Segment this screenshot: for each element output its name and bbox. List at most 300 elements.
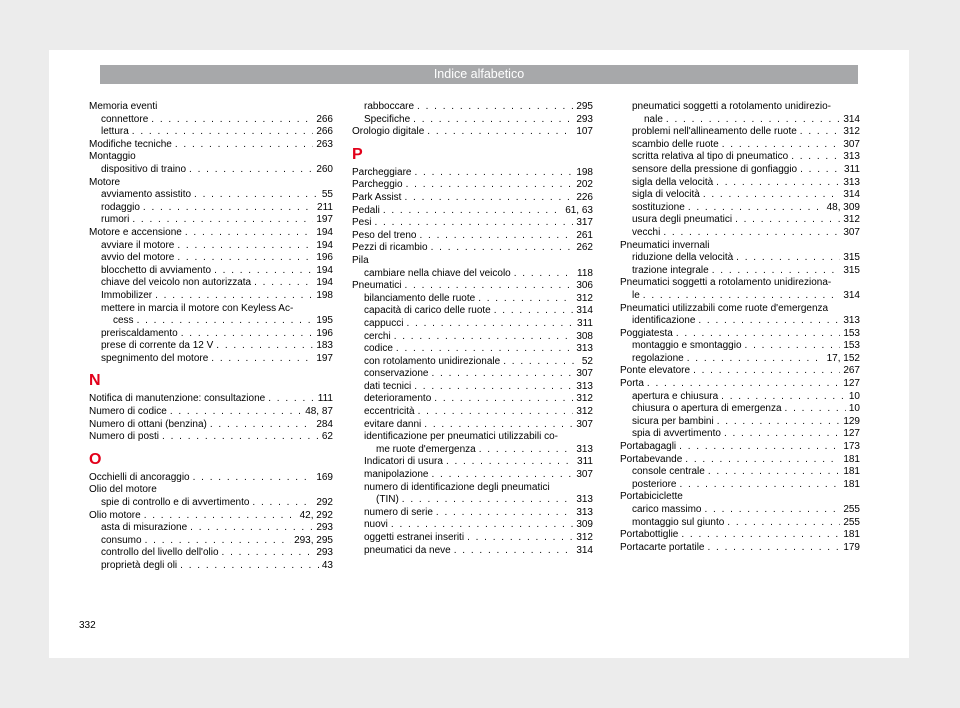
entry-page-ref: 181 (843, 478, 860, 490)
entry-term: Numero di posti (89, 431, 160, 443)
index-subentry (352, 381, 593, 394)
entry-page-ref: 226 (576, 191, 593, 203)
dot-leader (175, 139, 313, 152)
entry-page-ref: 314 (843, 289, 860, 301)
index-subentry (89, 126, 333, 139)
dot-leader (189, 164, 313, 177)
entry-term: Pneumatici utilizzabili come ruote d'emergenza (620, 302, 829, 314)
entry-page-ref: 314 (576, 305, 593, 317)
index-column-2 (352, 101, 593, 557)
dot-leader (712, 265, 841, 278)
entry-term: (TIN) (376, 494, 399, 506)
entry-page-ref: 10 (848, 390, 860, 402)
entry-term: Orologio digitale (352, 126, 425, 138)
entry-page-ref: 255 (843, 504, 860, 515)
index-entry (89, 484, 333, 497)
index-entry (620, 529, 860, 542)
entry-page-ref: 43 (321, 560, 333, 571)
entry-term: avviare il motore (101, 239, 175, 251)
index-entry-continuation (620, 114, 860, 127)
dot-leader (406, 179, 574, 192)
index-subentry (89, 535, 333, 548)
entry-term: Poggiatesta (620, 327, 673, 339)
dot-leader (721, 391, 846, 404)
dot-leader (413, 114, 573, 127)
dot-leader (170, 406, 302, 419)
index-subentry (620, 403, 860, 416)
index-subentry (89, 497, 333, 510)
entry-term: chiave del veicolo non autorizzata (101, 277, 252, 289)
index-subentry (352, 368, 593, 381)
entry-page-ref: 266 (316, 113, 333, 125)
dot-leader (446, 456, 574, 469)
entry-page-ref: 311 (577, 317, 593, 329)
entry-term: montaggio e smontaggio (632, 340, 742, 352)
dot-leader (432, 469, 574, 482)
dot-leader (454, 545, 574, 558)
entry-term: dati tecnici (364, 380, 412, 392)
index-entry (89, 472, 333, 485)
index-subentry (352, 293, 593, 306)
entry-term: cerchi (364, 330, 391, 342)
entry-page-ref: 307 (843, 138, 860, 150)
entry-term: proprietà degli oli (101, 560, 178, 571)
entry-term: nuovi (364, 519, 388, 531)
dot-leader (687, 353, 824, 366)
entry-term: avvio del motore (101, 252, 175, 264)
entry-page-ref: 307 (576, 418, 593, 430)
entry-page-ref: 315 (843, 264, 860, 276)
index-subentry (89, 114, 333, 127)
entry-page-ref: 293 (316, 547, 333, 559)
dot-leader (210, 419, 313, 432)
entry-term: Specifiche (364, 113, 411, 125)
entry-page-ref: 118 (577, 267, 593, 279)
entry-page-ref: 314 (843, 189, 860, 201)
entry-page-ref: 52 (581, 355, 593, 367)
dot-leader (151, 114, 313, 127)
index-entry-continuation (352, 494, 593, 507)
dot-leader (404, 192, 573, 205)
entry-term: Portabagagli (620, 441, 677, 453)
entry-page-ref: 10 (848, 403, 860, 415)
entry-page-ref: 266 (316, 126, 333, 138)
entry-page-ref: 315 (843, 252, 860, 264)
entry-page-ref: 181 (843, 529, 860, 541)
entry-term: Modifiche tecniche (89, 138, 172, 150)
dot-leader (216, 340, 313, 353)
index-subentry (620, 214, 860, 227)
dot-leader (676, 328, 840, 341)
index-subentry (89, 522, 333, 535)
entry-term: Notifica di manutenzione: consultazione (89, 393, 266, 405)
index-subentry (352, 356, 593, 369)
entry-term: oggetti estranei inseriti (364, 532, 465, 543)
entry-page-ref: 61, 63 (565, 204, 593, 216)
index-entry-continuation (352, 444, 593, 457)
entry-page-ref: 307 (576, 368, 593, 380)
entry-page-ref: 308 (576, 330, 593, 342)
entry-term: spie di controllo e di avvertimento (101, 497, 250, 509)
index-entry (352, 126, 593, 139)
index-entry (620, 277, 860, 290)
entry-page-ref: 111 (317, 393, 333, 405)
index-subentry (620, 340, 860, 353)
index-entry (89, 393, 333, 406)
entry-page-ref: 312 (576, 393, 593, 405)
entry-term: eccentricità (364, 406, 415, 418)
index-subentry (352, 343, 593, 356)
entry-page-ref: 173 (843, 441, 860, 453)
entry-term: rabboccare (364, 101, 415, 112)
index-entry (89, 406, 333, 419)
entry-page-ref: 306 (576, 280, 593, 292)
entry-page-ref: 312 (576, 532, 593, 543)
index-subentry (89, 303, 333, 316)
entry-page-ref: 292 (316, 497, 333, 509)
entry-term: connettore (101, 113, 149, 125)
index-entry (620, 542, 860, 555)
index-entry (620, 441, 860, 454)
entry-term: le (632, 289, 640, 301)
dot-leader (144, 510, 297, 523)
entry-page-ref: 153 (843, 340, 860, 352)
index-subentry (89, 328, 333, 341)
index-subentry (352, 456, 593, 469)
dot-leader (467, 532, 573, 545)
index-subentry (89, 189, 333, 202)
entry-term: apertura e chiusura (632, 390, 719, 402)
index-subentry (352, 532, 593, 545)
index-subentry (352, 545, 593, 558)
entry-term: Parcheggio (352, 179, 403, 191)
entry-term: Immobilizer (101, 289, 153, 301)
index-subentry (352, 482, 593, 495)
entry-page-ref: 311 (577, 456, 593, 468)
entry-page-ref: 307 (576, 469, 593, 481)
dot-leader (679, 479, 840, 492)
entry-term: Peso del treno (352, 229, 417, 241)
entry-term: con rotolamento unidirezionale (364, 355, 501, 367)
entry-term: prese di corrente da 12 V (101, 340, 214, 352)
entry-term: capacità di carico delle ruote (364, 305, 491, 317)
index-entry (89, 151, 333, 164)
entry-term: rodaggio (101, 201, 140, 213)
entry-page-ref: 196 (316, 327, 333, 339)
entry-term: console centrale (632, 466, 705, 478)
entry-page-ref: 313 (843, 151, 860, 163)
index-subentry (352, 469, 593, 482)
dot-leader (414, 381, 573, 394)
entry-term: Memoria eventi (89, 101, 158, 112)
index-subentry (352, 331, 593, 344)
entry-term: sigla della velocità (632, 176, 714, 188)
index-subentry (620, 151, 860, 164)
index-subentry (89, 353, 333, 366)
index-column-3 (620, 101, 860, 554)
index-subentry (620, 126, 860, 139)
dot-leader (431, 242, 574, 255)
index-subentry (620, 265, 860, 278)
entry-term: me ruote d'emergenza (376, 443, 476, 455)
entry-page-ref: 181 (843, 466, 860, 478)
dot-leader (193, 472, 314, 485)
entry-page-ref: 313 (576, 343, 593, 355)
dot-leader (177, 240, 313, 253)
index-entry (352, 217, 593, 230)
dot-leader (143, 202, 314, 215)
dot-leader (704, 504, 840, 517)
entry-term: dispositivo di traino (101, 163, 187, 175)
dot-leader (181, 328, 314, 341)
dot-leader (177, 252, 313, 265)
entry-term: Indicatori di usura (364, 456, 443, 468)
entry-term: Portabottiglie (620, 529, 679, 541)
entry-page-ref: 262 (576, 242, 593, 254)
entry-term: cess (113, 315, 134, 327)
index-subentry (352, 406, 593, 419)
entry-term: mettere in marcia il motore con Keyless Ac- (101, 302, 294, 314)
section-letter: P (352, 145, 363, 163)
dot-leader (252, 497, 313, 510)
entry-term: Numero di codice (89, 406, 167, 418)
entry-term: blocchetto di avviamento (101, 264, 212, 276)
index-subentry (352, 268, 593, 281)
dot-leader (222, 547, 314, 560)
index-subentry (89, 265, 333, 278)
entry-term: Pezzi di ricambio (352, 242, 428, 254)
index-subentry (620, 479, 860, 492)
entry-page-ref: 312 (576, 406, 593, 418)
dot-leader (137, 315, 314, 328)
entry-page-ref: 260 (316, 163, 333, 175)
dot-leader (681, 529, 840, 542)
index-subentry (352, 431, 593, 444)
dot-leader (679, 441, 840, 454)
entry-term: deterioramento (364, 393, 432, 405)
entry-term: carico massimo (632, 504, 702, 515)
index-subentry (620, 164, 860, 177)
entry-page-ref: 284 (316, 418, 333, 430)
entry-term: Olio del motore (89, 484, 157, 496)
dot-leader (427, 126, 573, 139)
index-entry (620, 491, 860, 504)
entry-page-ref: 194 (316, 226, 333, 238)
dot-leader (418, 406, 574, 419)
entry-term: Park Assist (352, 191, 402, 203)
dot-leader (478, 293, 573, 306)
dot-leader (434, 393, 573, 406)
entry-term: bilanciamento delle ruote (364, 292, 476, 304)
index-subentry (620, 428, 860, 441)
index-subentry (89, 164, 333, 177)
dot-leader (716, 177, 840, 190)
entry-term: scambio delle ruote (632, 138, 719, 150)
index-entry (89, 431, 333, 444)
index-entry (620, 328, 860, 341)
entry-page-ref: 313 (576, 443, 593, 455)
index-entry (89, 227, 333, 240)
dot-leader (402, 494, 574, 507)
index-subentry (89, 202, 333, 215)
index-entry (352, 205, 593, 218)
entry-page-ref: 313 (576, 380, 593, 392)
entry-term: pneumatici da neve (364, 544, 451, 556)
entry-page-ref: 313 (576, 494, 593, 506)
index-page (49, 50, 909, 658)
index-entry (352, 280, 593, 293)
index-entry (352, 192, 593, 205)
entry-term: Parcheggiare (352, 166, 412, 178)
entry-page-ref: 261 (576, 229, 593, 241)
entry-term: cappucci (364, 317, 404, 329)
entry-page-ref: 314 (843, 113, 860, 125)
entry-term: numero di serie (364, 506, 433, 518)
index-entry (620, 303, 860, 316)
index-subentry (620, 466, 860, 479)
entry-page-ref: 293, 295 (294, 534, 333, 546)
entry-term: Portabevande (620, 453, 683, 465)
index-subentry (352, 393, 593, 406)
index-subentry (89, 214, 333, 227)
dot-leader (180, 560, 319, 573)
section-letter: O (89, 450, 102, 468)
dot-leader (735, 214, 840, 227)
dot-leader (404, 280, 573, 293)
index-subentry (89, 290, 333, 303)
entry-page-ref: 42, 292 (299, 509, 333, 521)
entry-page-ref: 313 (843, 176, 860, 188)
dot-leader (708, 466, 840, 479)
entry-page-ref: 312 (843, 126, 860, 138)
entry-page-ref: 153 (843, 327, 860, 339)
index-subentry (352, 114, 593, 127)
index-subentry (620, 227, 860, 240)
entry-term: cambiare nella chiave del veicolo (364, 267, 511, 279)
entry-page-ref: 169 (316, 471, 333, 483)
dot-leader (194, 189, 319, 202)
entry-page-ref: 313 (576, 506, 593, 518)
dot-leader (785, 403, 846, 416)
entry-term: Motore e accensione (89, 226, 182, 238)
dot-leader (145, 535, 291, 548)
dot-leader (396, 343, 573, 356)
index-subentry (89, 340, 333, 353)
dot-leader (494, 305, 574, 318)
entry-page-ref: 313 (843, 315, 860, 327)
entry-page-ref: 312 (843, 214, 860, 226)
entry-term: chiusura o apertura di emergenza (632, 403, 782, 415)
entry-page-ref: 194 (316, 239, 333, 251)
entry-term: posteriore (632, 478, 677, 490)
index-subentry (620, 252, 860, 265)
entry-page-ref: 197 (316, 214, 333, 226)
dot-leader (414, 167, 573, 180)
dot-leader (685, 454, 840, 467)
entry-page-ref: 293 (576, 113, 593, 125)
entry-term: sicura per bambini (632, 415, 714, 427)
index-subentry (620, 202, 860, 215)
page-header: Indice alfabetico (100, 65, 858, 84)
entry-page-ref: 312 (576, 292, 593, 304)
entry-term: Numero di ottani (benzina) (89, 418, 207, 430)
dot-leader (736, 252, 840, 265)
dot-leader (727, 517, 840, 530)
entry-term: numero di identificazione degli pneumatici (364, 481, 550, 493)
entry-term: Montaggio (89, 151, 136, 163)
dot-leader (663, 227, 840, 240)
entry-term: Porta (620, 378, 644, 390)
entry-page-ref: 55 (321, 189, 333, 201)
entry-page-ref: 129 (843, 415, 860, 427)
dot-leader (745, 340, 841, 353)
entry-term: Occhielli di ancoraggio (89, 471, 190, 483)
index-subentry (352, 507, 593, 520)
dot-leader (698, 315, 840, 328)
entry-page-ref: 197 (316, 352, 333, 364)
entry-term: Pila (352, 254, 369, 266)
index-entry (352, 242, 593, 255)
entry-term: identificazione (632, 315, 696, 327)
index-subentry (620, 139, 860, 152)
index-entry (620, 378, 860, 391)
dot-leader (717, 416, 841, 429)
index-subentry (620, 517, 860, 530)
dot-leader (132, 126, 314, 139)
index-subentry (620, 391, 860, 404)
dot-leader (800, 164, 841, 177)
entry-page-ref: 17, 152 (826, 352, 860, 364)
entry-term: controllo del livello dell'olio (101, 547, 219, 559)
entry-term: Olio motore (89, 509, 141, 521)
entry-term: Motore (89, 176, 121, 188)
dot-leader (436, 507, 573, 520)
entry-term: usura degli pneumatici (632, 214, 733, 226)
dot-leader (420, 230, 574, 243)
index-subentry (89, 240, 333, 253)
dot-leader (268, 393, 315, 406)
index-subentry (89, 560, 333, 573)
entry-term: regolazione (632, 352, 684, 364)
entry-term: spia di avvertimento (632, 428, 721, 440)
entry-term: manipolazione (364, 469, 429, 481)
dot-leader (132, 214, 313, 227)
entry-page-ref: 311 (844, 163, 860, 175)
index-entry (352, 255, 593, 268)
dot-leader (391, 519, 573, 532)
entry-term: conservazione (364, 368, 429, 380)
index-entry (352, 230, 593, 243)
dot-leader (374, 217, 573, 230)
index-subentry (352, 419, 593, 432)
entry-page-ref: 198 (316, 289, 333, 301)
dot-leader (666, 114, 840, 127)
dot-leader (417, 101, 573, 114)
entry-page-ref: 307 (843, 226, 860, 238)
entry-term: sostituzione (632, 201, 685, 213)
dot-leader (503, 356, 579, 369)
index-subentry (620, 177, 860, 190)
entry-term: pneumatici soggetti a rotolamento unidirezio- (632, 101, 831, 112)
entry-term: sigla di velocità (632, 189, 700, 201)
entry-term: Ponte elevatore (620, 365, 691, 377)
entry-term: Portabiciclette (620, 491, 683, 503)
dot-leader (211, 353, 313, 366)
index-subentry (620, 101, 860, 114)
dot-leader (800, 126, 841, 139)
entry-term: riduzione della velocità (632, 252, 734, 264)
entry-page-ref: 195 (316, 315, 333, 327)
